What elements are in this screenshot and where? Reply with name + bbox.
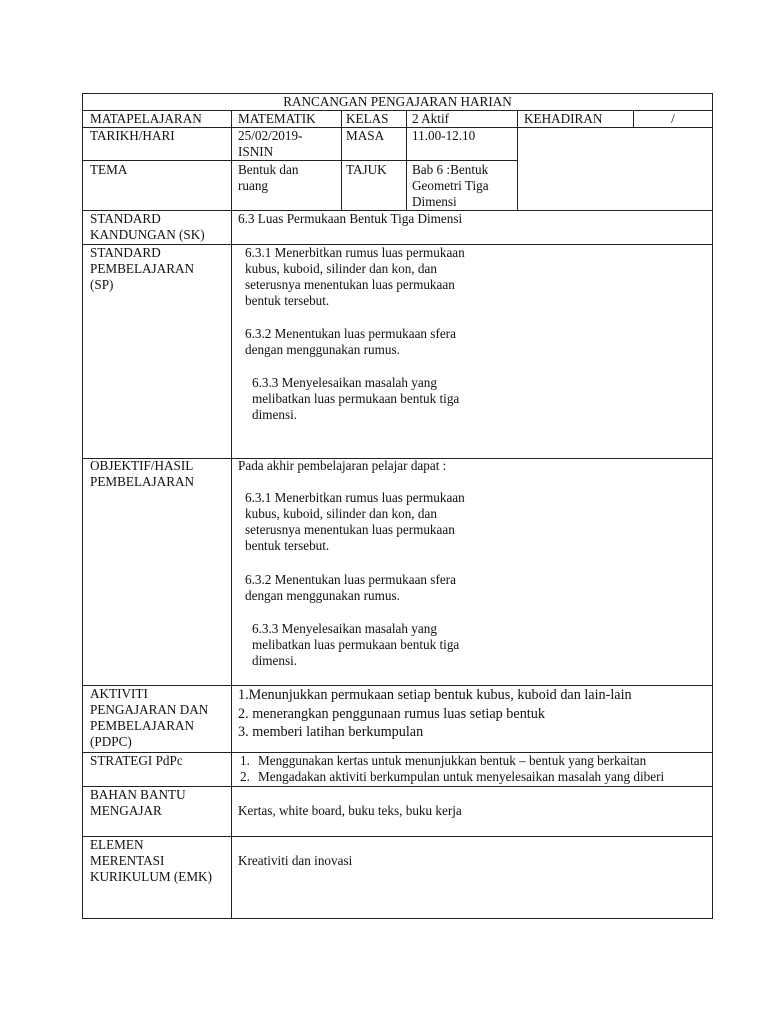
- sk-label-line: STANDARD: [90, 211, 161, 226]
- objektif-label-line: PEMBELAJARAN: [90, 474, 195, 489]
- aktiviti-item: 3. memberi latihan berkumpulan: [238, 724, 424, 740]
- aktiviti-label-line: AKTIVITI: [90, 686, 148, 701]
- sp-label-line: PEMBELAJARAN: [90, 261, 195, 276]
- masa-value: 11.00-12.10: [412, 128, 476, 143]
- aktiviti-item: 2. menerangkan penggunaan rumus luas setiap bentuk: [238, 706, 545, 722]
- objektif-item-line: 6.3.2 Menentukan luas permukaan sfera: [245, 572, 456, 587]
- kelas-value: 2 Aktif: [412, 111, 449, 126]
- emk-label-line: KURIKULUM (EMK): [90, 869, 212, 884]
- objektif-item-line: seterusnya menentukan luas permukaan: [245, 522, 455, 537]
- tajuk-value-line: Geometri Tiga: [412, 178, 489, 193]
- emk-label-line: MERENTASI: [90, 853, 165, 868]
- tarikh-value-line: 25/02/2019-: [238, 128, 303, 143]
- bahan-label-line: BAHAN BANTU: [90, 787, 186, 802]
- objektif-label-cell: [82, 458, 232, 686]
- sp-item-line: dengan menggunakan rumus.: [245, 342, 400, 357]
- sp-item-line: melibatkan luas permukaan bentuk tiga: [252, 391, 460, 406]
- kehadiran-value: /: [671, 111, 675, 126]
- tajuk-value-line: Dimensi: [412, 194, 457, 209]
- strategi-label: STRATEGI PdPc: [90, 753, 183, 768]
- aktiviti-label-line: PENGAJARAN DAN: [90, 702, 209, 717]
- emk-value: Kreativiti dan inovasi: [238, 853, 353, 868]
- sp-item-line: kubus, kuboid, silinder dan kon, dan: [245, 261, 437, 276]
- sk-value: 6.3 Luas Permukaan Bentuk Tiga Dimensi: [238, 211, 463, 226]
- sp-label-line: (SP): [90, 277, 114, 292]
- emk-label-line: ELEMEN: [90, 837, 144, 852]
- sp-item-line: 6.3.2 Menentukan luas permukaan sfera: [245, 326, 456, 341]
- aktiviti-item: 1.Menunjukkan permukaan setiap bentuk kubus, kuboid dan lain-lain: [238, 687, 632, 703]
- emk-value-cell: [231, 836, 713, 919]
- objektif-item-line: melibatkan luas permukaan bentuk tiga: [252, 637, 460, 652]
- sp-label-line: STANDARD: [90, 245, 161, 260]
- objektif-item-line: dimensi.: [252, 653, 298, 668]
- matapelajaran-value: MATEMATIK: [238, 111, 316, 126]
- objektif-label-line: OBJEKTIF/HASIL: [90, 458, 194, 473]
- tarikh-value-line: ISNIN: [238, 144, 274, 159]
- tema-label: TEMA: [90, 162, 128, 177]
- tajuk-value-line: Bab 6 :Bentuk: [412, 162, 489, 177]
- sp-item-line: 6.3.1 Menerbitkan rumus luas permukaan: [245, 245, 465, 260]
- aktiviti-label-line: (PDPC): [90, 734, 132, 749]
- kehadiran-label: KEHADIRAN: [524, 111, 603, 126]
- strategi-item-number: 2.: [240, 769, 250, 784]
- sp-item-line: dimensi.: [252, 407, 298, 422]
- kelas-label: KELAS: [346, 111, 389, 126]
- strategi-item-text: Mengadakan aktiviti berkumpulan untuk menyelesaikan masalah yang diberi: [258, 769, 665, 784]
- page-title: RANCANGAN PENGAJARAN HARIAN: [283, 94, 512, 109]
- aktiviti-label-line: PEMBELAJARAN: [90, 718, 195, 733]
- strategi-item-text: Menggunakan kertas untuk menunjukkan bentuk – bentuk yang berkaitan: [258, 753, 647, 768]
- objektif-intro: Pada akhir pembelajaran pelajar dapat :: [238, 458, 447, 473]
- objektif-item-line: kubus, kuboid, silinder dan kon, dan: [245, 506, 437, 521]
- bahan-label-line: MENGAJAR: [90, 803, 162, 818]
- sp-item-line: seterusnya menentukan luas permukaan: [245, 277, 455, 292]
- tarikh-label: TARIKH/HARI: [90, 128, 175, 143]
- sk-label-line: KANDUNGAN (SK): [90, 227, 205, 242]
- blank-merged-cell: [517, 127, 713, 211]
- tema-value-line: Bentuk dan: [238, 162, 299, 177]
- objektif-item-line: bentuk tersebut.: [245, 538, 330, 553]
- tajuk-label: TAJUK: [346, 162, 387, 177]
- matapelajaran-label: MATAPELAJARAN: [90, 111, 202, 126]
- masa-label: MASA: [346, 128, 385, 143]
- strategi-item-number: 1.: [240, 753, 250, 768]
- sp-item-line: 6.3.3 Menyelesaikan masalah yang: [252, 375, 437, 390]
- objektif-item-line: dengan menggunakan rumus.: [245, 588, 400, 603]
- tema-value-line: ruang: [238, 178, 269, 193]
- bahan-value: Kertas, white board, buku teks, buku kerja: [238, 803, 462, 818]
- objektif-item-line: 6.3.3 Menyelesaikan masalah yang: [252, 621, 437, 636]
- sp-item-line: bentuk tersebut.: [245, 293, 330, 308]
- objektif-item-line: 6.3.1 Menerbitkan rumus luas permukaan: [245, 490, 465, 505]
